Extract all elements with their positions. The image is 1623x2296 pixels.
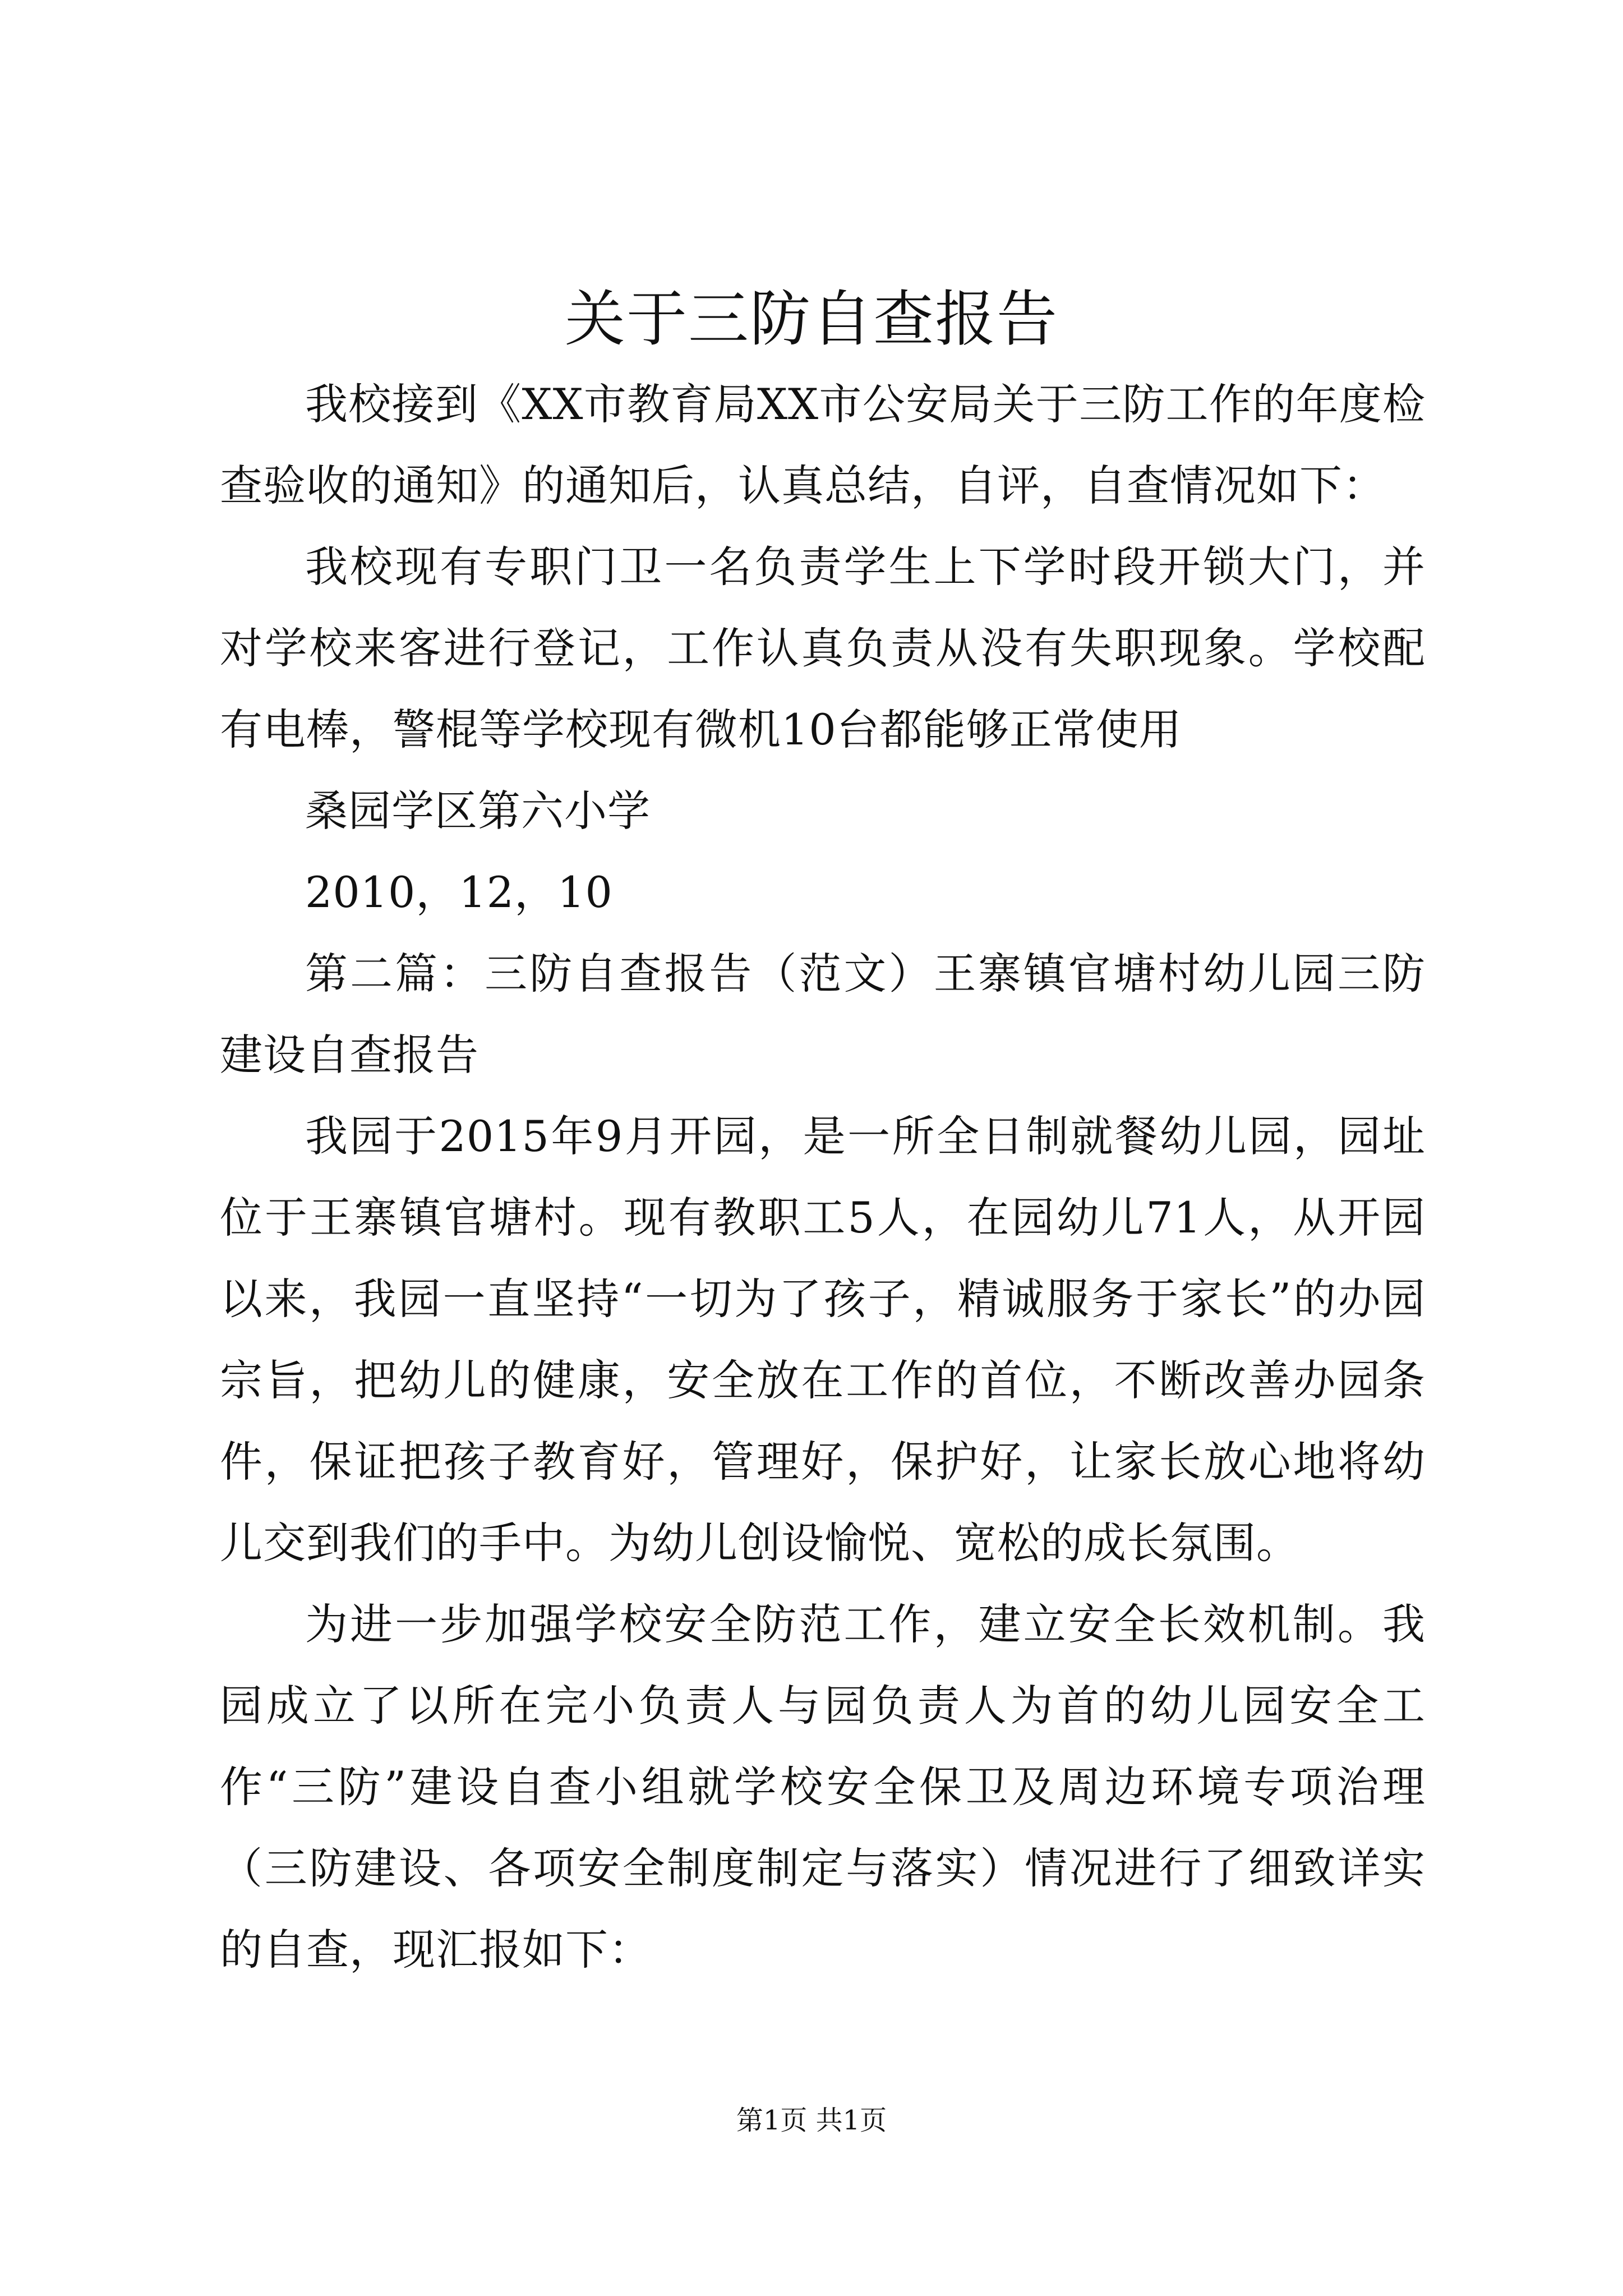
page-footer: 第1页 共1页 [736, 2105, 887, 2136]
paragraph-date: 2010，12，10 [305, 867, 613, 917]
paragraph-school-name: 桑园学区第六小学 [305, 786, 651, 836]
document-title: 关于三防自查报告 [564, 284, 1058, 355]
paragraph-safety-work: 为进一步加强学校安全防范工作，建立安全长效机制。我园成立了以所在完小负责人与园负责人为首的幼儿园安全工作“三防”建设自查小组就学校安全保卫及周边环境专项治理（三防建设、各项安全制度制定与落实）情况进行了细致详实的自查，现汇报如下： [220, 1599, 1426, 1975]
paragraph-second-title: 第二篇：三防自查报告（范文）王寨镇官塘村幼儿园三防建设自查报告 [220, 949, 1426, 1080]
paragraph-guard: 我校现有专职门卫一名负责学生上下学时段开锁大门，并对学校来客进行登记，工作认真负责从没有失职现象。学校配有电棒，警棍等学校现有微机10台都能够正常使用 [220, 542, 1426, 754]
paragraph-notice: 我校接到《XX市教育局XX市公安局关于三防工作的年度检查验收的通知》的通知后，认真总结，自评，自查情况如下： [220, 379, 1426, 510]
paragraph-kindergarten-intro: 我园于2015年9月开园，是一所全日制就餐幼儿园，园址位于王寨镇官塘村。现有教职工5人，在园幼儿71人，从开园以来，我园一直坚持“一切为了孩子，精诚服务于家长”的办园宗旨，把幼儿的健康，安全放在工作的首位，不断改善办园条件，保证把孩子教育好，管理好，保护好，让家长放心地将幼儿交到我们的手中。为幼儿创设愉悦、宽松的成长氛围。 [220, 1111, 1426, 1568]
document-body [220, 364, 1426, 1990]
